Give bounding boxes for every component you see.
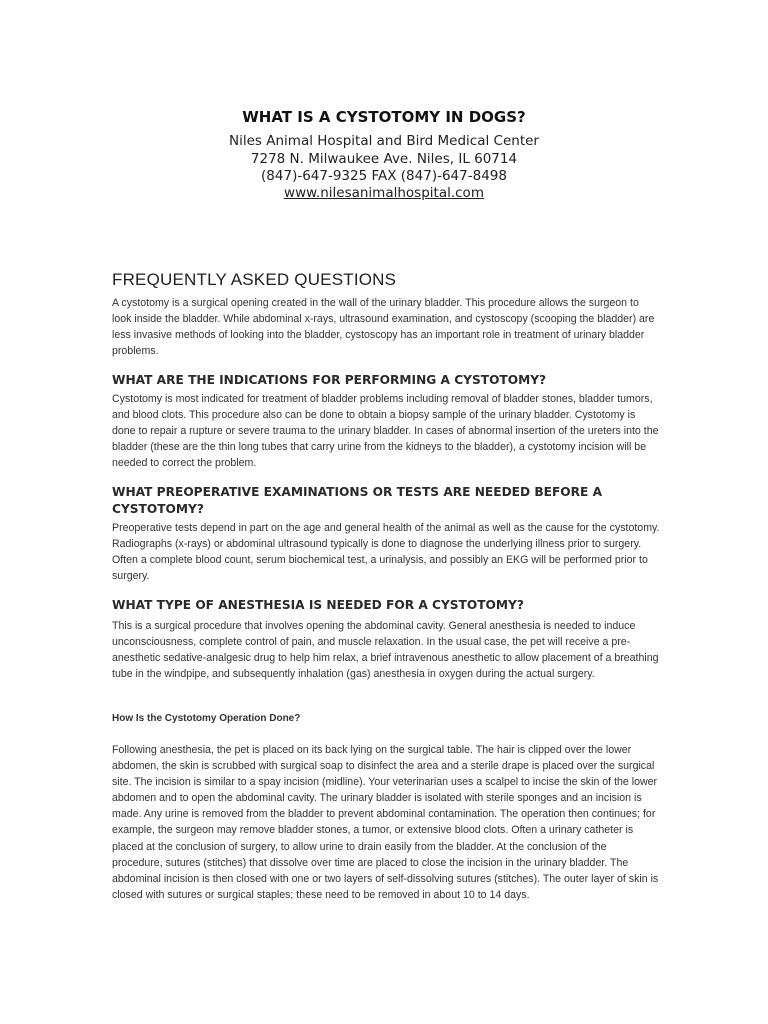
preop-heading: WHAT PREOPERATIVE EXAMINATIONS OR TESTS ARE NEEDED BEFORE A CYSTOTOMY?: [112, 485, 603, 516]
indications-paragraph: Cystotomy is most indicated for treatment of bladder problems including removal of bladder stones, bladder tumors, and blood clots. This procedure also can be done to obtain a biopsy sample of the urinary bladder. Cystotomy is done to repair a rupture or severe trauma to the urinary bladder. In cases of abnormal insertion of the ureters into the bladder (these are the thin long tubes that carry urine from the kidneys to the bladder), a cystotomy incision will be needed to correct the problem.: [112, 393, 659, 470]
anesthesia-heading: WHAT TYPE OF ANESTHESIA IS NEEDED FOR A CYSTOTOMY?: [112, 598, 524, 612]
faq-heading: FREQUENTLY ASKED QUESTIONS: [112, 270, 397, 289]
preop-paragraph: Preoperative tests depend in part on the age and general health of the animal as well as the cause for the cystotomy. Radiographs (x-rays) or abdominal ultrasound typically is done to diagnose the underlying illness prior to surgery. Often a complete blood count, serum biochemical test, a urinalysis, and possibly an EKG will be performed prior to surgery.: [112, 522, 660, 583]
page-title: WHAT IS A CYSTOTOMY IN DOGS?: [242, 108, 526, 126]
operation-paragraph: Following anesthesia, the pet is placed on its back lying on the surgical table. The hair is clipped over the lower abdomen, the skin is scrubbed with surgical soap to disinfect the area and a sterile drape is placed over the surgical site. The incision is similar to a spay incision (midline). Your veterinarian uses a scalpel to incise the skin of the lower abdomen and to open the abdominal cavity. The urinary bladder is isolated with sterile sponges and an incision is made. Any urine is removed from the bladder to prevent abdominal contamination. The operation then continues; for example, the surgeon may remove bladder stones, a tumor, or extensive blood clots. Often a urinary catheter is placed at the conclusion of surgery, to allow urine to drain easily from the bladder. At the conclusion of the procedure, sutures (stitches) that dissolve over time are placed to close the incision in the urinary bladder. The abdominal incision is then closed with one or two layers of self-dissolving sutures (stitches). The outer layer of skin is closed with sutures or surgical staples; these need to be removed in about 10 to 14 days.: [112, 744, 659, 901]
indications-heading: WHAT ARE THE INDICATIONS FOR PERFORMING A CYSTOTOMY?: [112, 373, 547, 387]
website-link[interactable]: www.nilesanimalhospital.com: [284, 185, 484, 201]
intro-paragraph: A cystotomy is a surgical opening created in the wall of the urinary bladder. This procedure allows the surgeon to look inside the bladder. While abdominal x-rays, ultrasound examination, and cystoscopy (scooping the bladder) are less invasive methods of looking into the bladder, cystoscopy has an important role in treatment of urinary bladder problems.: [112, 297, 655, 358]
org-phone-fax: (847)-647-9325 FAX (847)-647-8498: [261, 168, 507, 184]
org-name: Niles Animal Hospital and Bird Medical Center: [229, 133, 539, 149]
operation-heading: How Is the Cystotomy Operation Done?: [112, 713, 301, 724]
anesthesia-paragraph: This is a surgical procedure that involves opening the abdominal cavity. General anesthesia is needed to induce unconsciousness, complete control of pain, and muscle relaxation. In the usual case, the pet will receive a pre-anesthetic sedative-analgesic drug to help him relax, a brief intravenous anesthetic to allow placement of a breathing tube in the windpipe, and subsequently inhalation (gas) anesthesia in oxygen during the actual surgery.: [112, 620, 659, 681]
org-address: 7278 N. Milwaukee Ave. Niles, IL 60714: [250, 151, 518, 167]
